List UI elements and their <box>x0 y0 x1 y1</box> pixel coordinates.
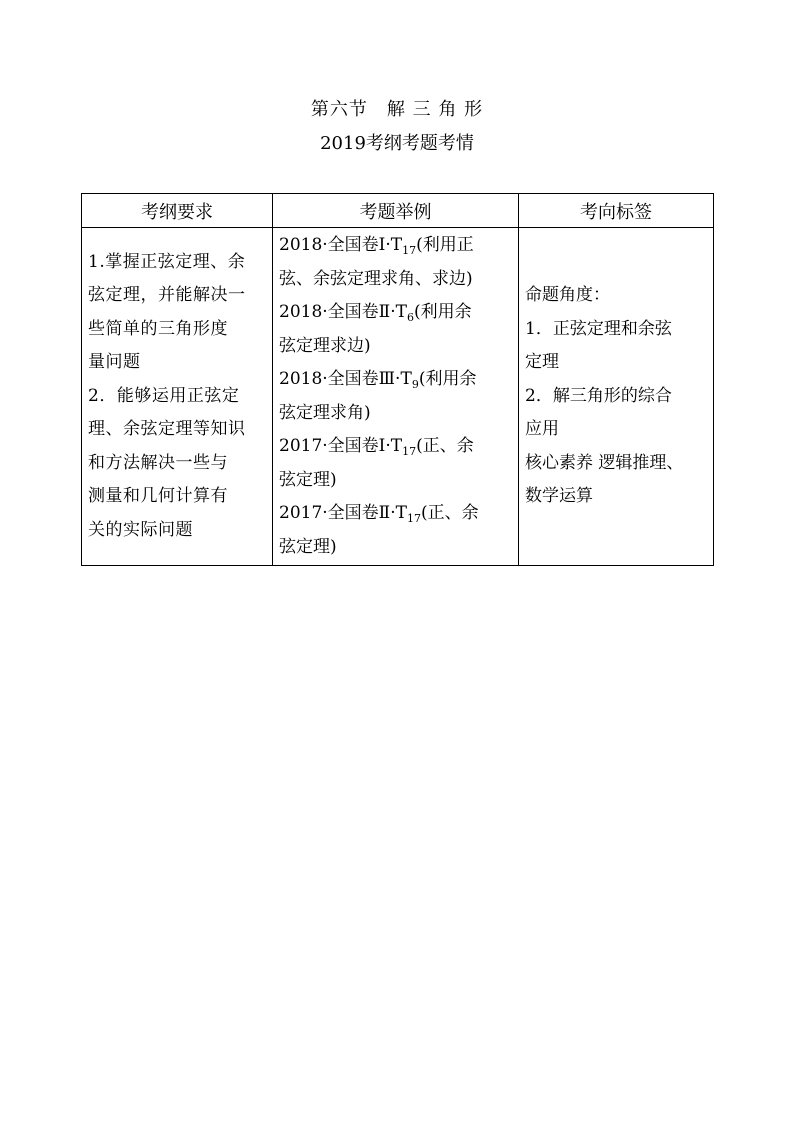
requirement-line: 量问题 <box>88 352 141 373</box>
table-header-row <box>82 194 714 228</box>
example-line: 2017·全国卷$Ⅰ\cdot T_{17}$(正、余 <box>279 436 474 458</box>
example-line: 2017·全国卷$Ⅱ\cdot T_{17}$(正、余 <box>279 503 479 525</box>
examples-cell <box>273 228 519 566</box>
example-line: 2018·全国卷$Ⅰ\cdot T_{17}$(利用正 <box>279 235 474 257</box>
requirements-cell <box>82 228 273 566</box>
example-line: 弦定理) <box>279 536 337 557</box>
example-line: 弦定理求角) <box>279 402 371 423</box>
example-line: 2018·全国卷$Ⅱ\cdot T_6$(利用余 <box>279 302 472 324</box>
tag-line: 应用 <box>525 419 559 440</box>
requirement-line: 关的实际问题 <box>88 519 193 540</box>
section-title: 第六节 解 三 角 形 <box>310 99 484 120</box>
tag-line: 1．正弦定理和余弦 <box>525 318 672 339</box>
exam-outline-table <box>81 193 714 566</box>
requirement-line: 测量和几何计算有 <box>88 486 228 507</box>
tag-line: 数学运算 <box>525 486 593 507</box>
example-line: 2018·全国卷$Ⅲ\cdot T_9$(利用余 <box>279 369 477 391</box>
header-tags: 考向标签 <box>519 194 714 228</box>
example-line: 弦、余弦定理求角、求边) <box>279 268 473 289</box>
tag-line: 定理 <box>525 352 559 373</box>
section-subtitle: 2019考纲考题考情 <box>320 133 474 154</box>
tag-line: 核心素养 逻辑推理、 <box>525 452 684 473</box>
requirement-line: 2．能够运用正弦定 <box>88 385 240 406</box>
example-line: 弦定理求边) <box>279 335 371 356</box>
requirement-line: 弦定理，并能解决一 <box>88 285 246 306</box>
tag-line: 2．解三角形的综合 <box>525 385 672 406</box>
tags-cell <box>519 228 714 566</box>
header-examples: 考题举例 <box>273 194 519 228</box>
requirement-line: 些简单的三角形度 <box>88 318 228 339</box>
requirement-line: 1.掌握正弦定理、余 <box>88 251 246 272</box>
requirement-line: 和方法解决一些与 <box>88 452 228 473</box>
requirement-line: 理、余弦定理等知识 <box>88 419 246 440</box>
example-line: 弦定理) <box>279 469 337 490</box>
tag-line: 命题角度： <box>525 285 610 306</box>
header-requirements: 考纲要求 <box>82 194 273 228</box>
table-row <box>82 228 714 566</box>
